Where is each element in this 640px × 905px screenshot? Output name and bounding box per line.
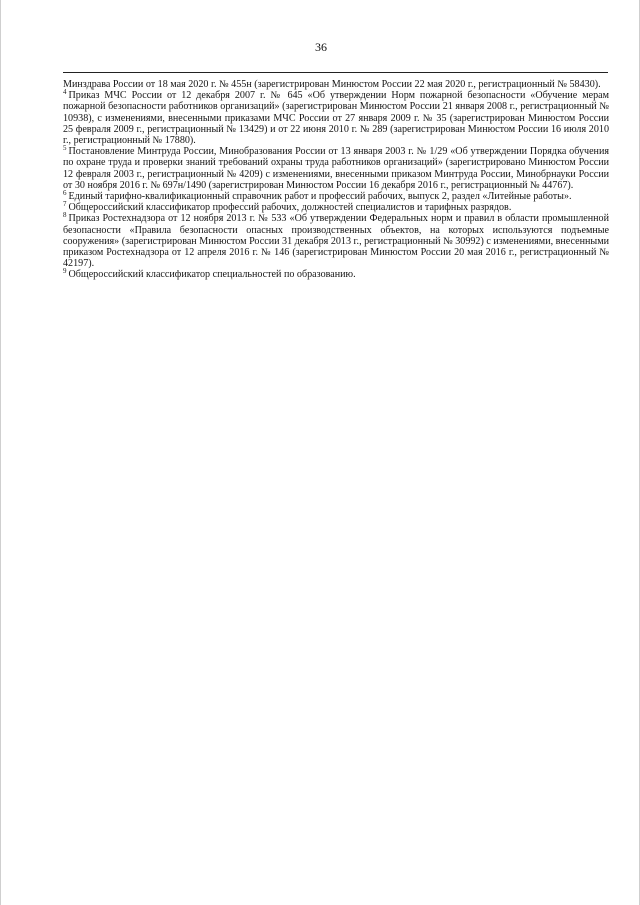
footnote-text: Единый тарифно-квалификационный справочник работ и профессий рабочих, выпуск 2, раздел «Литейные работы». <box>68 191 572 203</box>
footnote-text: Минздрава России от 18 мая 2020 г. № 455н (зарегистрирован Минюстом России 22 мая 2020 г., регистрационный № 58430). <box>63 79 601 90</box>
footnote-text: Постановление Минтруда России, Минобразования России от 13 января 2003 г. № 1/29 «Об утверждении Порядка обучения по охране труда и проверки знаний требований охраны труда работников организаций» (зарегистрировано Минюстом России 12 февраля 2003 г., регистрационный № 4209) с изменениями, внесенными приказом Минтруда России, Минобрнауки России от 30 ноября 2016 г. № 697н/1490 (зарегистрирован Минюстом России 16 декабря 2016 г., регистрационный № 44767). <box>63 146 609 191</box>
footnote-mark: 8 <box>63 211 67 220</box>
footnote-text: Приказ Ростехнадзора от 12 ноября 2013 г. № 533 «Об утверждении Федеральных норм и правил в области промышленной безопасности «Правила безопасности опасных производственных объектов, на которых используются подъемные сооружения» (зарегистрирован Минюстом России 31 декабря 2013 г., регистрационный № 30992) с изменениями, внесенными приказом Ростехнадзора от 12 апреля 2016 г. № 146 (зарегистрирован Минюстом России 20 мая 2016 г., регистрационный № 42197). <box>63 213 609 270</box>
footnote-continuation <box>63 79 609 90</box>
footnote-mark: 6 <box>63 189 67 198</box>
page-number: 36 <box>315 40 327 54</box>
footnote-mark: 5 <box>63 144 67 153</box>
footnote-mark: 9 <box>63 267 67 276</box>
footnote-7 <box>63 202 609 213</box>
footnote-8 <box>63 213 609 269</box>
footnote-5 <box>63 146 609 191</box>
footnotes-block <box>63 79 609 281</box>
footnote-text: Приказ МЧС России от 12 декабря 2007 г. № 645 «Об утверждении Норм пожарной безопасности «Обучение мерам пожарной безопасности работников организаций» (зарегистрирован Минюстом России 21 января 2008 г., регистрационный № 10938), с изменениями, внесенными приказами МЧС России от 27 января 2009 г. № 35 (зарегистрирован Минюстом России 25 февраля 2009 г., регистрационный № 13429) и от 22 июня 2010 г. № 289 (зарегистрирован Минюстом России 16 июля 2010 г., регистрационный № 17880). <box>63 90 609 147</box>
footnote-6 <box>63 191 609 202</box>
footnote-mark: 7 <box>63 200 67 209</box>
footnote-separator <box>63 72 608 73</box>
footnote-text: Общероссийский классификатор профессий рабочих, должностей специалистов и тарифных разрядов. <box>68 202 512 214</box>
footnote-text: Общероссийский классификатор специальностей по образованию. <box>68 269 356 281</box>
footnote-9 <box>63 269 609 280</box>
footnote-4 <box>63 90 609 146</box>
footnote-mark: 4 <box>63 88 67 97</box>
